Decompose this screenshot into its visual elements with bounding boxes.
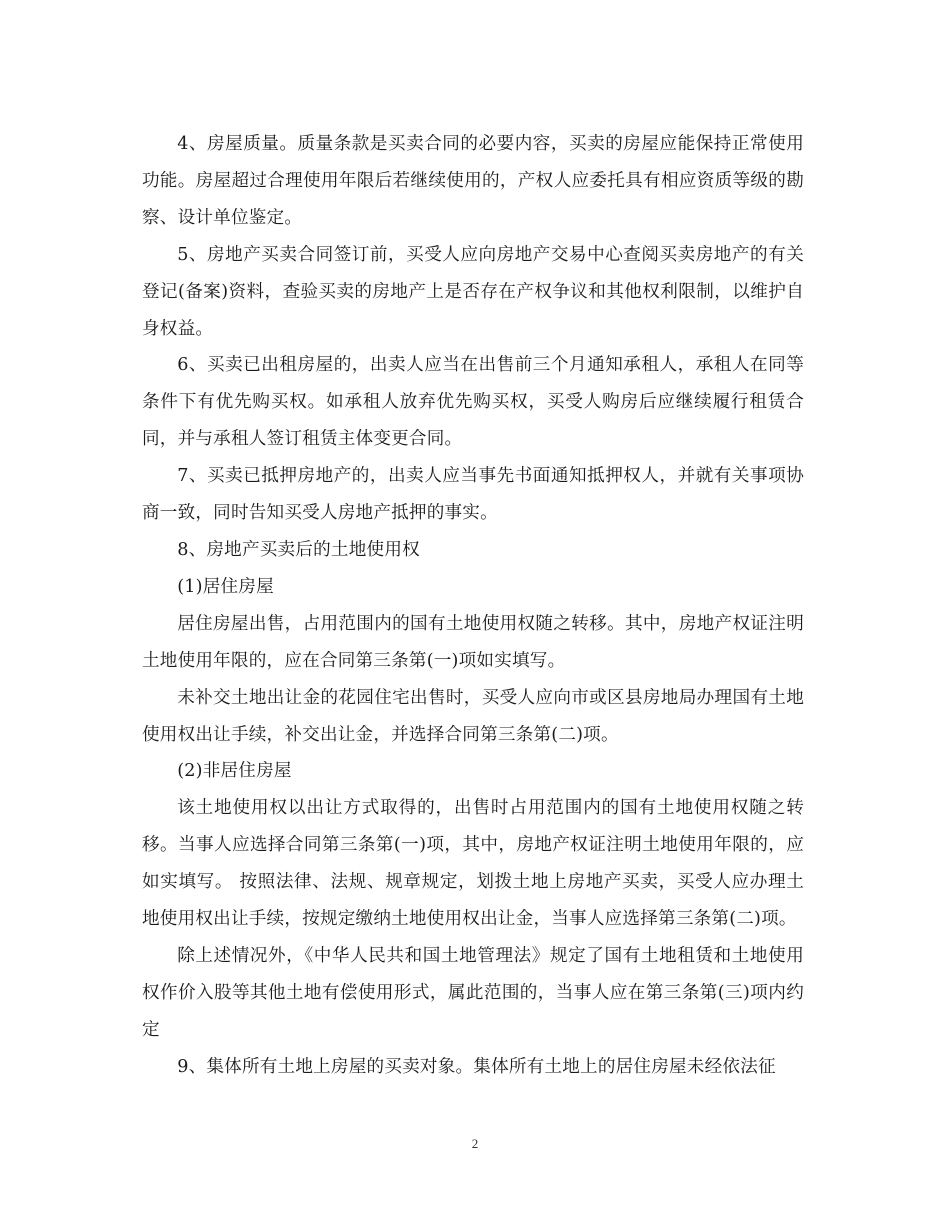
document-body xyxy=(142,126,804,1086)
paragraph-other-land-use: 除上述情况外，《中华人民共和国土地管理法》规定了国有土地租赁和土地使用权作价入股等其他土地有偿使用形式，属此范围的，当事人应在第三条第(三)项内约定 xyxy=(142,945,804,1040)
paragraph-mortgaged-property: 7、买卖已抵押房地产的，出卖人应当事先书面通知抵押权人，并就有关事项协商一致，同时告知买受人房地产抵押的事实。 xyxy=(142,466,804,524)
paragraph-residential-transfer: 居住房屋出售，占用范围内的国有土地使用权随之转移。其中，房地产权证注明土地使用年限的，应在合同第三条第(一)项如实填写。 xyxy=(142,613,804,671)
paragraph-residential-heading: (1)居住房屋 xyxy=(177,576,274,597)
paragraph-land-use-right-heading: 8、房地产买卖后的土地使用权 xyxy=(177,539,420,560)
page-number: 2 xyxy=(471,1136,479,1151)
paragraph-non-residential-heading: (2)非居住房屋 xyxy=(177,761,292,782)
paragraph-registration-check: 5、房地产买卖合同签订前，买受人应向房地产交易中心查阅买卖房地产的有关登记(备案)资料，查验买卖的房地产上是否存在产权争议和其他权利限制，以维护自身权益。 xyxy=(142,244,804,339)
paragraph-non-residential-transfer: 该土地使用权以出让方式取得的，出售时占用范围内的国有土地使用权随之转移。当事人应选择合同第三条第(一)项，其中，房地产权证注明土地使用年限的，应如实填写。 按照法律、法规、规章规定，划拨土地上房地产买卖，买受人应办理土地使用权出让手续，按规定缴纳土地使用权出让金，当事人应选择第三条第(二)项。 xyxy=(142,798,804,930)
paragraph-collective-land: 9、集体所有土地上房屋的买卖对象。集体所有土地上的居住房屋未经依法征 xyxy=(177,1056,776,1077)
paragraph-rented-house: 6、买卖已出租房屋的，出卖人应当在出售前三个月通知承租人，承租人在同等条件下有优先购买权。如承租人放弃优先购买权，买受人购房后应继续履行租赁合同，并与承租人签订租赁主体变更合同。 xyxy=(142,355,804,450)
paragraph-garden-residence: 未补交土地出让金的花园住宅出售时，买受人应向市或区县房地局办理国有土地使用权出让手续，补交出让金，并选择合同第三条第(二)项。 xyxy=(142,687,804,745)
paragraph-house-quality: 4、房屋质量。质量条款是买卖合同的必要内容，买卖的房屋应能保持正常使用功能。房屋超过合理使用年限后若继续使用的，产权人应委托具有相应资质等级的勘察、设计单位鉴定。 xyxy=(142,134,804,228)
